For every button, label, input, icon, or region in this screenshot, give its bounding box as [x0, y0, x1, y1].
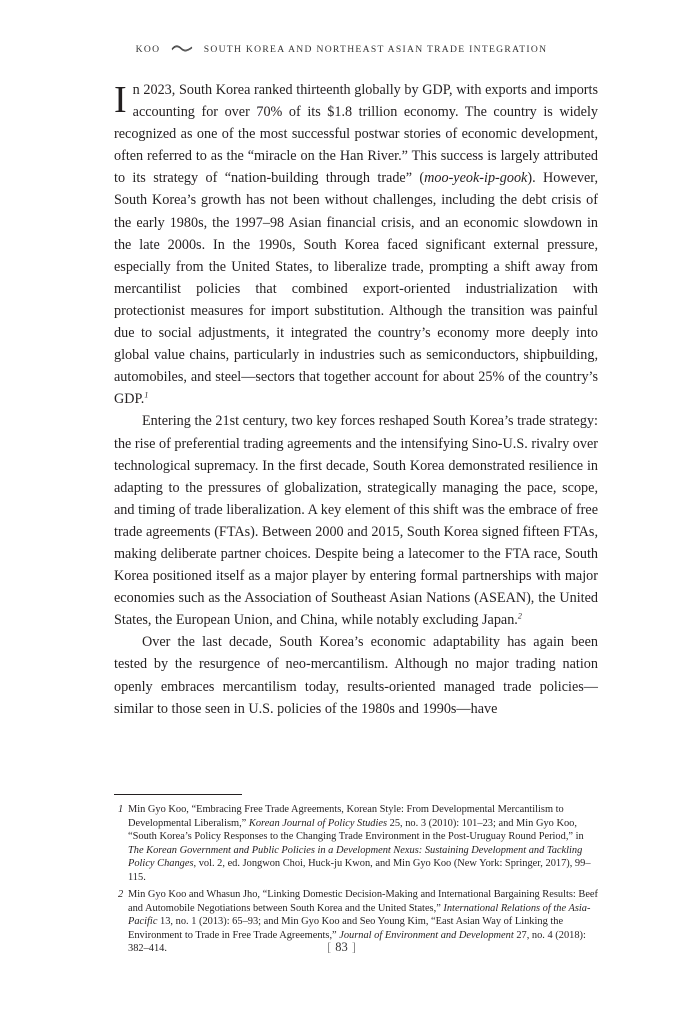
footnote-text: 25, no. 3 (2010): 101–23; and Min Gyo Koo, “South Korea’s Policy Responses to the Changing Trade Environment in the Post-Uruguay Round Period,” in [128, 817, 584, 842]
footnote-citation-title: Korean Journal of Policy Studies [248, 817, 388, 829]
footnote-ref-2[interactable]: 2 [517, 611, 522, 621]
drop-cap: I [114, 79, 127, 121]
running-header-title: SOUTH KOREA AND NORTHEAST ASIAN TRADE INTEGRATION [203, 44, 548, 55]
romanized-term: moo-yeok-ip-gook [424, 170, 528, 187]
paragraph-text: n 2023, South Korea ranked thirteenth globally by GDP, with exports and imports accounting for over 70% of its $1.8 trillion economy. The country is widely recognized as one of the most successful postwar stories of economic development, often referred to as the “miracle on the Han River.” This success is largely attributed to its strategy of “nation-building through trade” ( [114, 82, 598, 187]
page-number-value: 83 [335, 940, 348, 954]
footnote-number: 2 [118, 889, 124, 900]
running-header-author: KOO [135, 44, 161, 55]
paragraph [114, 79, 598, 410]
paragraph-text: Entering the 21st century, two key forces reshaped South Korea’s trade strategy: the rise of preferential trading agreements and the intensifying Sino-U.S. rivalry over technological supremacy. In the first decade, South Korea demonstrated resilience in adapting to the pressures of globalization, strategically managing the pace, scope, and timing of trade liberalization. A key element of this shift was the embrace of free trade agreements (FTAs). Between 2000 and 2015, South Korea signed fifteen FTAs, making deliberate partner choices. Despite being a latecomer to the FTA race, South Korea positioned itself as a major player by entering formal partnerships with major economies such as the Association of Southeast Asian Nations (ASEAN), the United States, the European Union, and China, while notably excluding Japan. [114, 413, 598, 629]
footnote-citation-title: International Relations of the Asia-Pacific [128, 902, 591, 927]
footnote-text: , vol. 2, ed. Jongwon Choi, Huck-ju Kwon, and Min Gyo Koo (New York: Springer, 2017), 99–115. [128, 858, 591, 883]
paragraph [114, 631, 598, 719]
page-number [0, 940, 683, 955]
left-bracket: [ [327, 940, 332, 954]
footnote-text: 27, no. 4 (2018): 382–414. [128, 929, 586, 954]
footnote-number: 1 [118, 804, 124, 815]
footnote-citation-title: The Korean Government and Public Policies in a Development Nexus: Sustaining Development and Tackling Policy Changes [128, 844, 583, 869]
wave-ornament-icon [171, 44, 193, 55]
footnote-text: Min Gyo Koo, “Embracing Free Trade Agreements, Korean Style: From Developmental Mercantilism to Developmental Liberalism,” [128, 804, 564, 829]
paragraph-text: Over the last decade, South Korea’s economic adaptability has again been tested by the resurgence of neo-mercantilism. Although no major trading nation openly embraces mercantilism today, results-oriented managed trade policies—similar to those seen in U.S. policies of the 1980s and 1990s—have [114, 634, 598, 717]
footnote-citation-title: Journal of Environment and Development [339, 929, 514, 941]
body-text [114, 79, 598, 720]
running-header [0, 44, 683, 55]
footnote-text: 13, no. 1 (2013): 65–93; and Min Gyo Koo and Seo Young Kim, “East Asian Way of Linking the Environment to Trade in Free Trade Agreements,” [128, 916, 564, 941]
footnote-1 [114, 803, 598, 884]
footnote-ref-1[interactable]: 1 [144, 390, 149, 400]
footnote-text: Min Gyo Koo and Whasun Jho, “Linking Domestic Decision-Making and International Bargaining Results: Beef and Automobile Negotiations between South Korea and the United States,” [128, 889, 598, 914]
footnotes [114, 803, 598, 960]
paragraph [114, 410, 598, 631]
right-bracket: ] [351, 940, 356, 954]
paragraph-text: ). However, South Korea’s growth has not been without challenges, including the debt crisis of the early 1980s, the 1997–98 Asian financial crisis, and an economic slowdown in the late 2000s. In the 1990s, South Korea faced significant external pressure, especially from the United States, to liberalize trade, prompting a shift away from mercantilist policies that combined export-oriented industrialization with protectionist measures for import substitution. Although the transition was painful due to social adjustments, it integrated the country’s economy more deeply into global value chains, particularly in industries such as semiconductors, shipbuilding, automobiles, and steel—sectors that together account for about 25% of the country’s GDP. [114, 170, 598, 408]
footnote-divider [114, 794, 242, 795]
